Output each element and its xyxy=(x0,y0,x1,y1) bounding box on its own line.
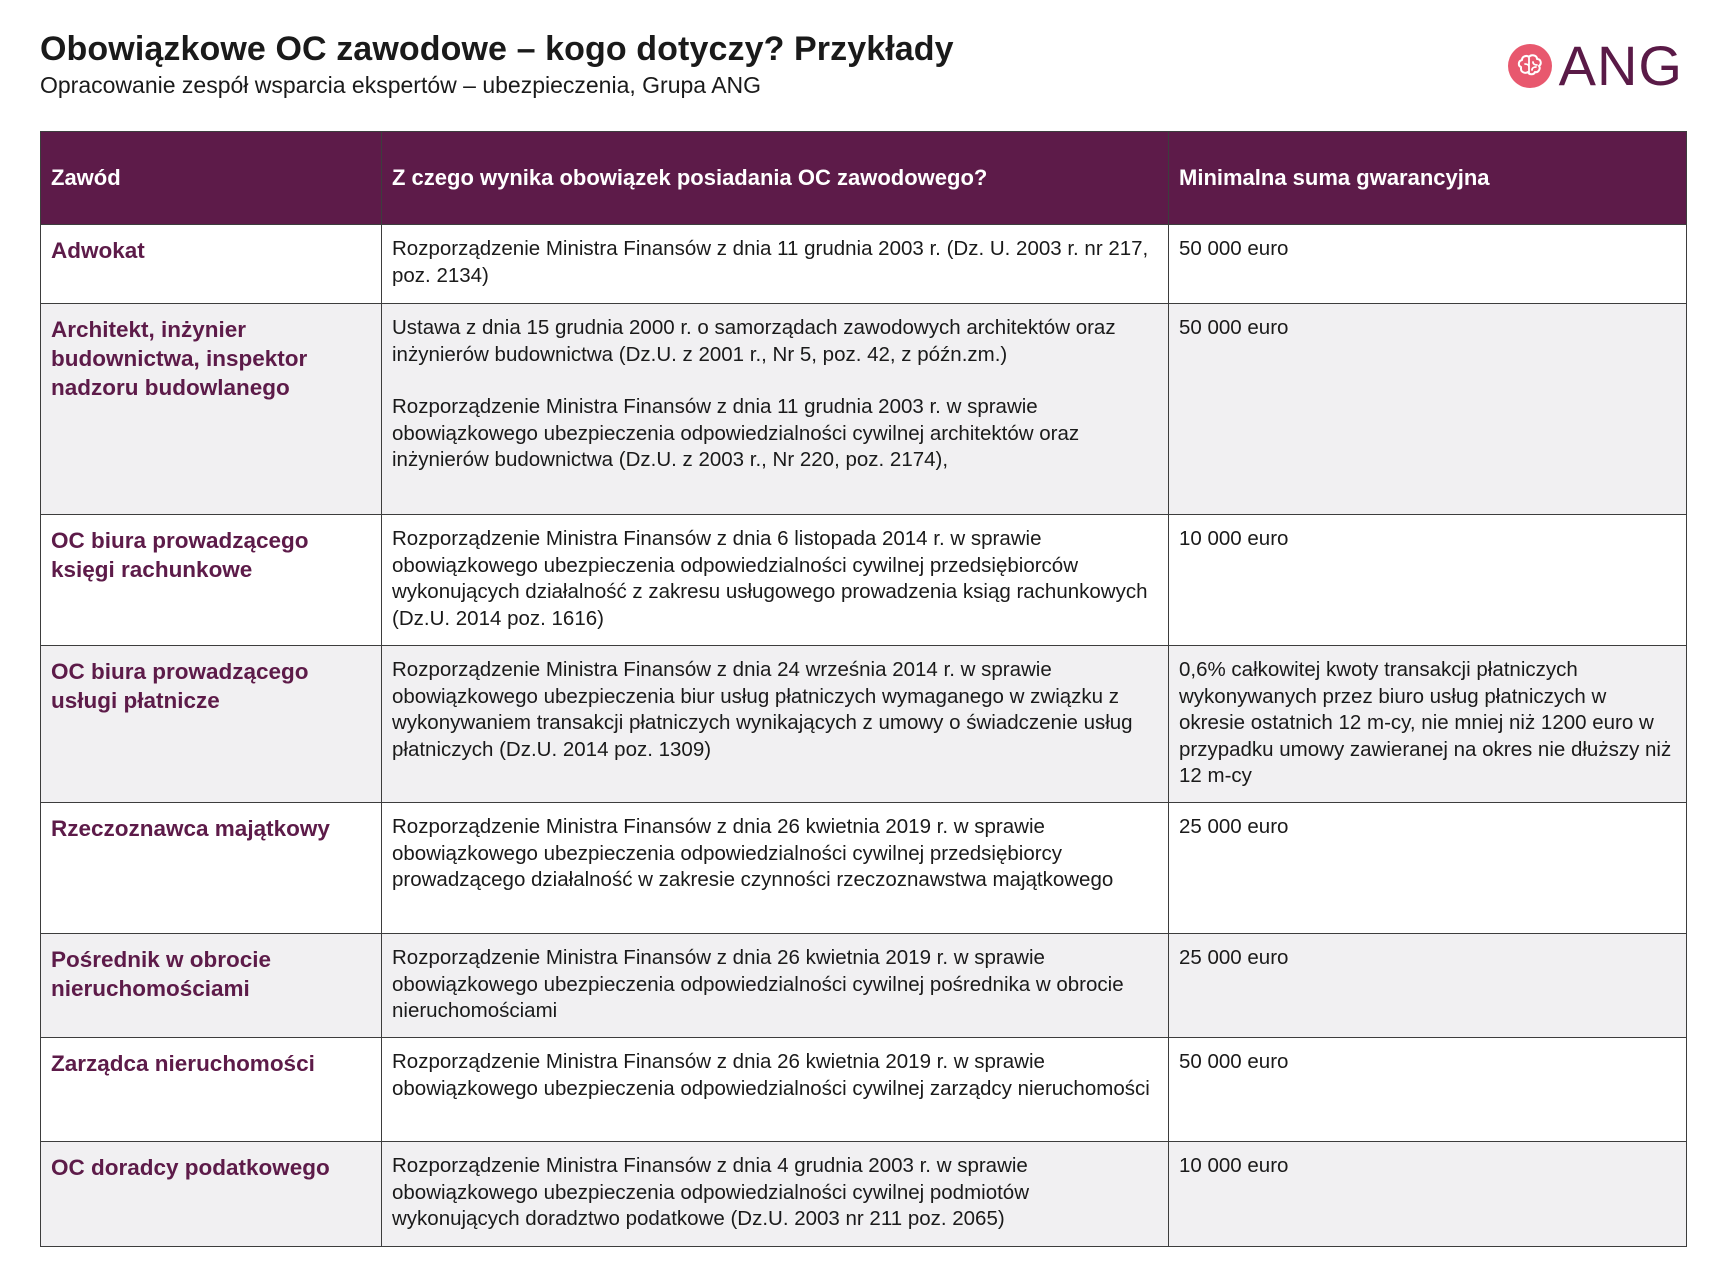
table-row xyxy=(41,646,1687,803)
minimum-cell: 10 000 euro xyxy=(1169,1142,1687,1247)
occupation-cell: OC biura prowadzącego księgi rachunkowe xyxy=(41,515,382,646)
minimum-cell: 10 000 euro xyxy=(1169,515,1687,646)
basis-cell xyxy=(382,515,1169,646)
basis-text: Ustawa z dnia 15 grudnia 2000 r. o samorządach zawodowych architektów oraz inżynierów budownictwa (Dz.U. z 2001 r., Nr 5, poz. 42, z późn.zm.) xyxy=(392,316,1116,366)
logo-text: ANG xyxy=(1558,34,1683,97)
minimum-cell: 0,6% całkowitej kwoty transakcji płatniczych wykonywanych przez biuro usług płatniczych w okresie ostatnich 12 m-cy, nie mniej niż 1200 euro w przypadku umowy zawieranej na okres nie dłuższy niż 12 m-cy xyxy=(1169,646,1687,803)
basis-cell xyxy=(382,803,1169,934)
table-header-row xyxy=(41,132,1687,225)
basis-text: Rozporządzenie Ministra Finansów z dnia 11 grudnia 2003 r. (Dz. U. 2003 r. nr 217, poz. 2134) xyxy=(392,237,1149,287)
basis-text: Rozporządzenie Ministra Finansów z dnia 24 września 2014 r. w sprawie obowiązkowego ubezpieczenia biur usług płatniczych wymaganego w związku z wykonywaniem transakcji płatniczych wynikających z umowy o świadczenie usług płatniczych (Dz.U. 2014 poz. 1309) xyxy=(392,658,1133,761)
basis-text: Rozporządzenie Ministra Finansów z dnia 26 kwietnia 2019 r. w sprawie obowiązkowego ubezpieczenia odpowiedzialności cywilnej pośrednika w obrocie nieruchomościami xyxy=(392,946,1124,1022)
column-header-minimum: Minimalna suma gwarancyjna xyxy=(1169,132,1687,225)
basis-text: Rozporządzenie Ministra Finansów z dnia 26 kwietnia 2019 r. w sprawie obowiązkowego ubezpieczenia odpowiedzialności cywilnej zarządcy nieruchomości xyxy=(392,1050,1150,1100)
ang-logo xyxy=(1507,34,1683,97)
basis-cell xyxy=(382,646,1169,803)
occupation-cell: OC doradcy podatkowego xyxy=(41,1142,382,1247)
basis-cell xyxy=(382,934,1169,1038)
occupation-cell: Adwokat xyxy=(41,225,382,304)
minimum-cell: 25 000 euro xyxy=(1169,803,1687,934)
occupation-cell: Pośrednik w obrocie nieruchomościami xyxy=(41,934,382,1038)
table-row xyxy=(41,1142,1687,1247)
basis-cell xyxy=(382,1142,1169,1247)
occupation-cell: OC biura prowadzącego usługi płatnicze xyxy=(41,646,382,803)
table-row xyxy=(41,515,1687,646)
table-row xyxy=(41,934,1687,1038)
occupation-cell: Rzeczoznawca majątkowy xyxy=(41,803,382,934)
minimum-cell: 50 000 euro xyxy=(1169,304,1687,515)
column-header-occupation: Zawód xyxy=(41,132,382,225)
occupation-cell: Architekt, inżynier budownictwa, inspektor nadzoru budowlanego xyxy=(41,304,382,515)
basis-cell xyxy=(382,304,1169,515)
page-title: Obowiązkowe OC zawodowe – kogo dotyczy? Przykłady xyxy=(40,30,954,68)
minimum-cell: 50 000 euro xyxy=(1169,1038,1687,1142)
basis-text: Rozporządzenie Ministra Finansów z dnia 11 grudnia 2003 r. w sprawie obowiązkowego ubezpieczenia odpowiedzialności cywilnej architektów oraz inżynierów budownictwa (Dz.U. z 2003 r., Nr 220, poz. 2174), xyxy=(392,395,1080,471)
basis-text: Rozporządzenie Ministra Finansów z dnia 26 kwietnia 2019 r. w sprawie obowiązkowego ubezpieczenia odpowiedzialności cywilnej przedsiębiorcy prowadzącego działalność w zakresie czynności rzeczoznawstwa majątkowego xyxy=(392,815,1114,891)
basis-cell xyxy=(382,1038,1169,1142)
table-row xyxy=(41,225,1687,304)
basis-text: Rozporządzenie Ministra Finansów z dnia 4 grudnia 2003 r. w sprawie obowiązkowego ubezpieczenia odpowiedzialności cywilnej podmiotów wykonujących doradztwo podatkowe (Dz.U. 2003 nr 211 poz. 2065) xyxy=(392,1154,1030,1230)
brain-icon xyxy=(1507,43,1553,89)
table-row xyxy=(41,803,1687,934)
basis-text: Rozporządzenie Ministra Finansów z dnia 6 listopada 2014 r. w sprawie obowiązkowego ubezpieczenia odpowiedzialności cywilnej przedsiębiorców wykonujących działalność z zakresu usługowego prowadzenia ksiąg rachunkowych (Dz.U. 2014 poz. 1616) xyxy=(392,527,1148,630)
minimum-cell: 25 000 euro xyxy=(1169,934,1687,1038)
minimum-cell: 50 000 euro xyxy=(1169,225,1687,304)
column-header-basis: Z czego wynika obowiązek posiadania OC zawodowego? xyxy=(382,132,1169,225)
page-subtitle: Opracowanie zespół wsparcia ekspertów – ubezpieczenia, Grupa ANG xyxy=(40,72,762,98)
table-row xyxy=(41,1038,1687,1142)
oc-table xyxy=(40,131,1687,1247)
occupation-cell: Zarządca nieruchomości xyxy=(41,1038,382,1142)
basis-cell xyxy=(382,225,1169,304)
table-row xyxy=(41,304,1687,515)
